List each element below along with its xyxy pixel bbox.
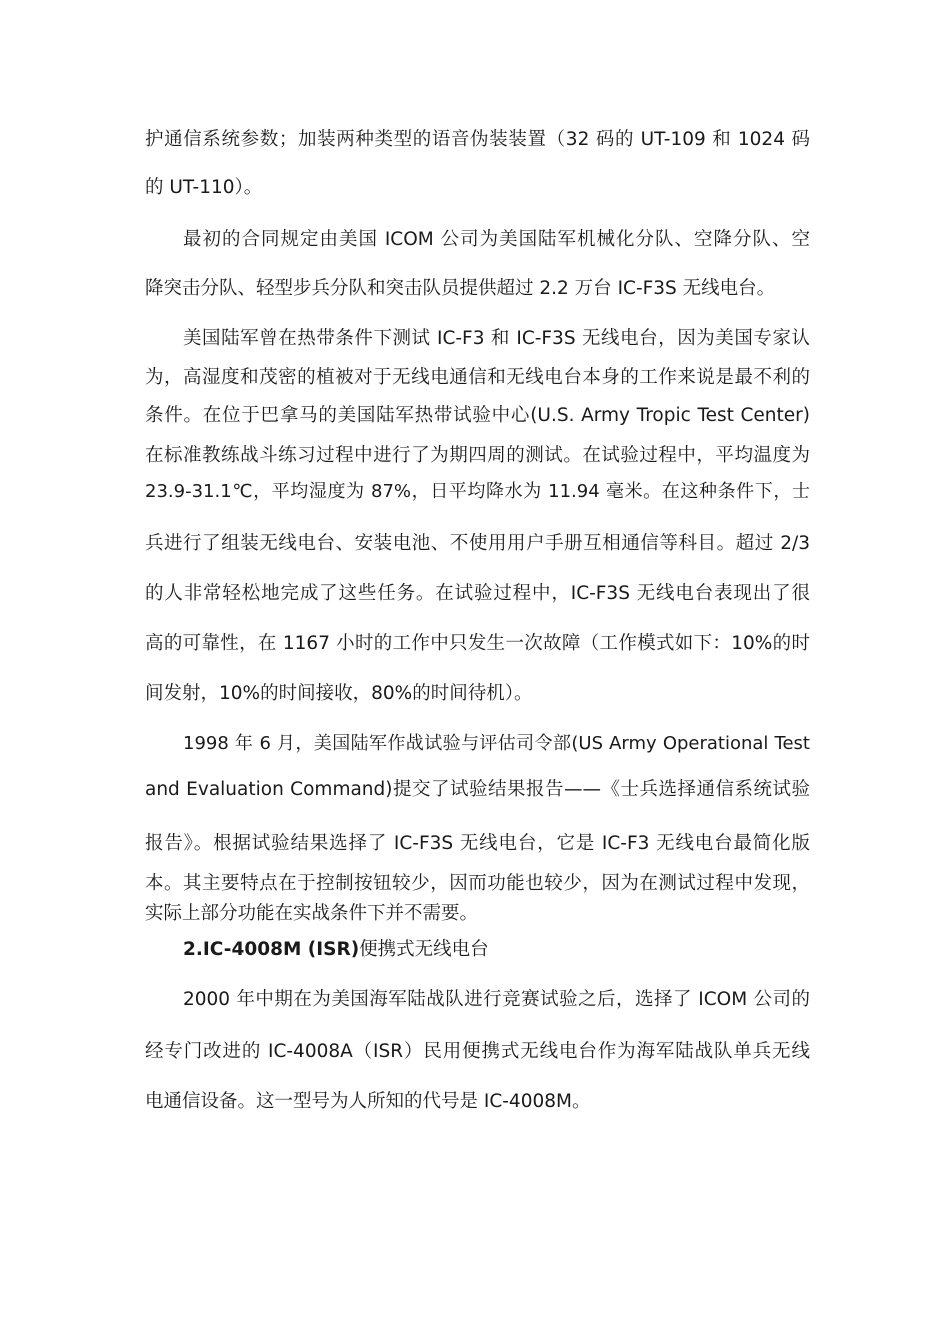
text-line: 报告》。根据试验结果选择了 IC-F3S 无线电台，它是 IC-F3 无线电台最简化版 — [145, 833, 810, 854]
text-line: 本。其主要特点在于控制按钮较少，因而功能也较少，因为在测试过程中发现， — [145, 873, 810, 894]
text-line: 高的可靠性，在 1167 小时的工作中只发生一次故障（工作模式如下：10%的时 — [145, 633, 810, 654]
text-line: 美国陆军曾在热带条件下测试 IC-F3 和 IC-F3S 无线电台，因为美国专家认 — [183, 328, 810, 349]
text-line: 间发射，10%的时间接收，80%的时间待机）。 — [145, 683, 533, 704]
text-line: 1998 年 6 月，美国陆军作战试验与评估司令部(US Army Operational Test — [183, 733, 810, 754]
text-line: 经专门改进的 IC-4008A（ISR）民用便携式无线电台作为海军陆战队单兵无线 — [145, 1041, 810, 1062]
text-line: 为，高湿度和茂密的植被对于无线电通信和无线电台本身的工作来说是最不利的 — [145, 367, 810, 388]
text-line: 的 UT-110）。 — [145, 177, 263, 198]
text-line: 兵进行了组装无线电台、安装电池、不使用用户手册互相通信等科目。超过 2/3 — [145, 533, 810, 554]
text-line: 23.9-31.1℃，平均湿度为 87%，日平均降水为 11.94 毫米。在这种条件下，士 — [145, 481, 810, 502]
text-line: 条件。在位于巴拿马的美国陆军热带试验中心(U.S. Army Tropic Test Center) — [145, 405, 810, 426]
text-line: and Evaluation Command)提交了试验结果报告——《士兵选择通信系统试验 — [145, 779, 810, 800]
section-heading-number: 2.IC-4008M (ISR) — [183, 939, 360, 960]
section-heading-title: 便携式无线电台 — [359, 939, 489, 960]
text-line: 的人非常轻松地完成了这些任务。在试验过程中，IC-F3S 无线电台表现出了很 — [145, 583, 810, 604]
text-line: 护通信系统参数；加装两种类型的语音伪装装置（32 码的 UT-109 和 1024 码 — [145, 129, 810, 150]
section-heading — [183, 938, 810, 962]
text-line: 在标准教练战斗练习过程中进行了为期四周的测试。在试验过程中，平均温度为 — [145, 445, 810, 466]
text-line: 2000 年中期在为美国海军陆战队进行竞赛试验之后，选择了 ICOM 公司的 — [183, 989, 810, 1010]
text-line: 实际上部分功能在实战条件下并不需要。 — [145, 903, 479, 924]
text-line: 最初的合同规定由美国 ICOM 公司为美国陆军机械化分队、空降分队、空 — [183, 229, 810, 250]
text-line: 降突击分队、轻型步兵分队和突击队员提供超过 2.2 万台 IC-F3S 无线电台。 — [145, 278, 776, 299]
text-line: 电通信设备。这一型号为人所知的代号是 IC-4008M。 — [145, 1091, 591, 1112]
